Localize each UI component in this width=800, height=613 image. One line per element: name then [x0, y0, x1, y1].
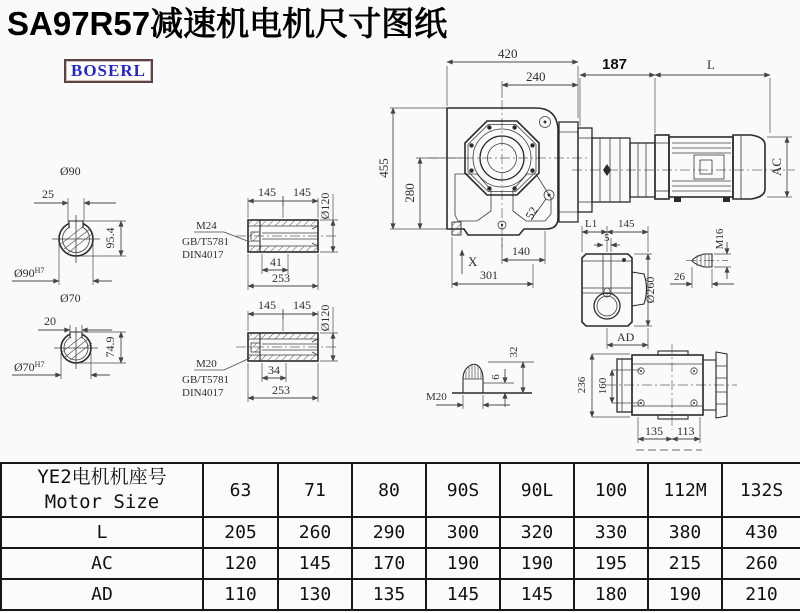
dim-s2-dia120: Ø120: [318, 304, 332, 332]
dim-301: 301: [480, 268, 498, 282]
cell: 130: [278, 579, 352, 610]
cell: 215: [648, 548, 722, 579]
cell: 190: [648, 579, 722, 610]
dim-key20: 20: [44, 314, 56, 328]
label-s2-thread: M20: [196, 358, 217, 370]
size-col: 63: [203, 463, 278, 517]
plug-m20-detail: [426, 347, 534, 410]
cell: 290: [352, 517, 426, 548]
dim-dia90h7: $Ø90^{H7}$: [14, 266, 45, 280]
dim-s1-145a: 145: [258, 185, 276, 199]
size-col: 100: [574, 463, 648, 517]
dim-240: 240: [526, 69, 546, 84]
dim-160: 160: [597, 377, 609, 395]
hollow-shaft-sleeve2-view: [182, 298, 338, 402]
label-s1-std1: GB/T5781: [182, 236, 230, 248]
dim-dia70h7: $Ø70^{H7}$: [14, 360, 45, 374]
dim-455: 455: [376, 158, 391, 178]
shaft-section-70-view: [12, 291, 126, 379]
dim-95-4: 95.4: [103, 227, 117, 249]
brand-logo-text: BOSERL: [71, 61, 146, 80]
dim-dia260: Ø260: [643, 276, 657, 304]
size-col: 132S: [722, 463, 800, 517]
gearbox-front-view: [376, 48, 588, 288]
row-label: L: [1, 517, 203, 548]
label-s2-std1: GB/T5781: [182, 374, 230, 386]
dim-s2-34: 34: [268, 363, 280, 377]
cell: 135: [352, 579, 426, 610]
dim-s1-145b: 145: [293, 185, 311, 199]
page-title: SA97R57减速机电机尺寸图纸: [7, 5, 448, 42]
dim-L1: L1: [585, 218, 598, 230]
dim-dia90: Ø90: [60, 164, 81, 178]
size-col: 112M: [648, 463, 722, 517]
dim-dia70: Ø70: [60, 291, 81, 305]
dim-s1-dia120: Ø120: [318, 192, 332, 220]
label-s1-std2: DIN4017: [182, 249, 224, 261]
dim-236: 236: [576, 376, 588, 394]
row-label: AC: [1, 548, 203, 579]
dim-135: 135: [645, 424, 663, 438]
dim-140: 140: [512, 244, 530, 258]
dim-74-9: 74.9: [103, 336, 117, 358]
label-s1-thread: M24: [196, 220, 217, 232]
table-row-AD: [1, 579, 800, 610]
dim-s2-253: 253: [272, 383, 290, 397]
cell: 145: [426, 579, 500, 610]
dim-s1-41: 41: [270, 255, 282, 269]
dim-side-145: 145: [618, 218, 635, 230]
dim-AC: AC: [769, 157, 784, 177]
cell: 260: [722, 548, 800, 579]
row-label: AD: [1, 579, 203, 610]
dim-26: 26: [674, 271, 685, 283]
dim-32: 32: [508, 346, 520, 358]
table-header-label: [1, 463, 203, 517]
dim-s1-253: 253: [272, 271, 290, 285]
cell: 300: [426, 517, 500, 548]
dim-L: L: [707, 57, 715, 72]
motor-side-view: [572, 56, 795, 212]
cell: 145: [278, 548, 352, 579]
label-s2-std2: DIN4017: [182, 387, 224, 399]
cell: 195: [574, 548, 648, 579]
cell: 380: [648, 517, 722, 548]
table-header-row: [1, 463, 800, 517]
size-col: 71: [278, 463, 352, 517]
cell: 190: [426, 548, 500, 579]
dim-key25: 25: [42, 187, 54, 201]
dim-AD: AD: [617, 330, 635, 344]
cell: 110: [203, 579, 278, 610]
cell: 180: [574, 579, 648, 610]
gearbox-rear-view: [576, 344, 737, 450]
dim-M16: M16: [714, 228, 726, 250]
dim-113: 113: [677, 424, 695, 438]
cell: 120: [203, 548, 278, 579]
dim-280: 280: [402, 183, 417, 203]
gearbox-side-view: [582, 218, 657, 349]
cell: 205: [203, 517, 278, 548]
table-row-L: [1, 517, 800, 548]
dim-x-mark: X: [468, 254, 478, 269]
cell: 210: [722, 579, 800, 610]
technical-drawing: [0, 48, 800, 462]
table-header-cn: YE2电机机座号: [37, 466, 167, 488]
table-header-en: Motor Size: [44, 491, 160, 513]
cell: 190: [500, 548, 574, 579]
cell: 145: [500, 579, 574, 610]
dim-5: 5: [604, 232, 610, 244]
hollow-shaft-sleeve1-view: [182, 185, 338, 290]
dim-6: 6: [490, 374, 502, 380]
dim-plug-M20: M20: [426, 391, 447, 403]
dim-s2-145b: 145: [293, 298, 311, 312]
cell: 320: [500, 517, 574, 548]
cell: 430: [722, 517, 800, 548]
size-col: 90S: [426, 463, 500, 517]
dim-187: 187: [602, 56, 628, 73]
size-col: 80: [352, 463, 426, 517]
dim-52: 52: [522, 204, 541, 222]
dim-s2-145a: 145: [258, 298, 276, 312]
cell: 260: [278, 517, 352, 548]
cell: 330: [574, 517, 648, 548]
cell: 170: [352, 548, 426, 579]
dim-420: 420: [498, 48, 518, 61]
shaft-section-90-view: [12, 164, 126, 285]
motor-size-table: [0, 462, 800, 611]
table-row-AC: [1, 548, 800, 579]
size-col: 90L: [500, 463, 574, 517]
plug-m16-detail: [670, 228, 734, 288]
